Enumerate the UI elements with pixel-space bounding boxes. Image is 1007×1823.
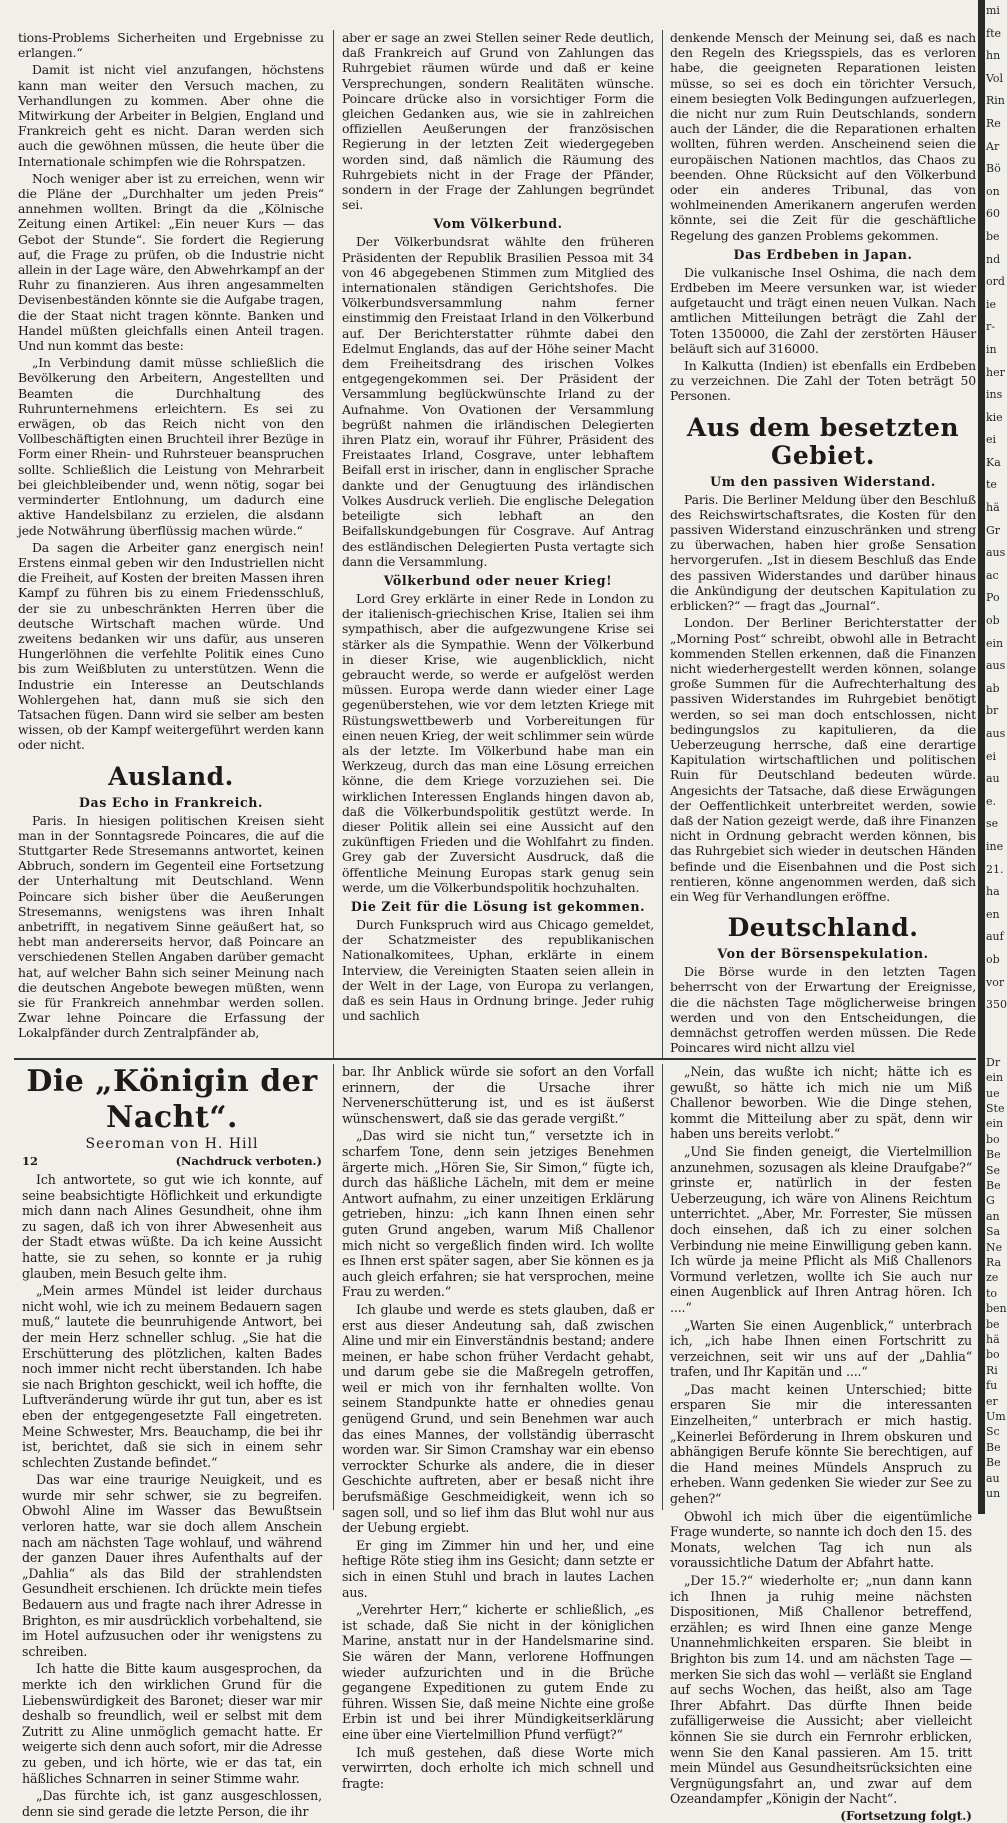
edge-fragment: ac [986, 568, 999, 582]
serial-column-2 [342, 1064, 654, 1791]
edge-fragment: Gr [986, 523, 1001, 537]
edge-fragment: Dr [986, 1055, 1001, 1069]
serial-title: Die „Königin der Nacht“. [26, 1064, 318, 1135]
edge-fragment: Ar [986, 139, 1000, 153]
paragraph: „Und Sie finden geneigt, die Viertelmillion anzunehmen, sozusagen als kleine Draufgabe?“ grinste er, natürlich in der festen Ueberzeugung, ich wäre von Alinens Reichtum unterrichtet. „Aber, Mr. Forrester, Sie müssen doch einsehen, daß ich zu einer solchen Verbindung nie meine Einwilligung geben kann. Ich würde ja meine Pflicht als Miß Challenors Vormund verletzen, wollte ich Sie auch nur einen Augenblick auf Ihren Antrag hören. Ich ....“ [670, 1143, 972, 1315]
edge-fragment: Ri [986, 1363, 998, 1377]
edge-fragment: ab [986, 681, 1000, 695]
column-3 [670, 30, 976, 1056]
edge-fragment: auf [986, 930, 1004, 944]
edge-fragment: bo [986, 1348, 1000, 1362]
edge-fragment: ue [986, 1086, 1000, 1100]
edge-fragment: ha [986, 885, 1000, 899]
article-heading: Vom Völkerbund. [433, 216, 563, 232]
edge-fragment: Re [986, 116, 1001, 130]
serial-column-3 [670, 1064, 972, 1823]
paragraph: „Der 15.?“ wiederholte er; „nun dann kann ich Ihnen ja ruhig meine nächsten Dispositionen, Miß Challenor betreffend, erzählen; es wird Ihnen eine ganze Menge Unannehmlichkeiten ersparen. Sie bleibt in Brighton bis zum 14. und am nächsten Tage — merken Sie sich das wohl — verläßt sie England auf sechs Wochen, das heißt, also am Tage Ihrer Abfahrt. Das dürfte Ihnen beide zufälligerweise die Aussicht; aber vielleicht können Sie sie durch ein Fernrohr erblicken, wenn Sie den Kanal passieren. Am 15. tritt mein Mündel aus Gesundheitsrücksichten eine Vergnügungsfahrt an, und zwar auf dem Ozeandampfer „Königin der Nacht“. [670, 1573, 972, 1807]
edge-fragment: ie [986, 297, 997, 311]
edge-fragment: be [986, 1317, 1000, 1331]
article-heading: Das Echo in Frankreich. [79, 794, 263, 810]
column-divider [333, 1064, 334, 1510]
edge-fragment: on [986, 184, 1000, 198]
paragraph: Ich hatte die Bitte kaum ausgesprochen, da merkte ich den wirklichen Grund für die Liebenswürdigkeit des Baronet; dieser war mir deshalb so freundlich, weil er selbst mit dem Zutritt zu Aline unmöglich gemacht hatte. Er weigerte sich denn auch sofort, mir die Adresse zu geben, und ich hörte, wie er das tat, ein häßliches Schnarren in seiner Stimme wahr. [22, 1661, 322, 1786]
paragraph: Ich muß gestehen, daß diese Worte mich verwirrten, doch erholte ich mich schnell und fragte: [342, 1744, 654, 1791]
edge-fragment: 350 [986, 998, 1007, 1012]
edge-fragment: ei [986, 749, 997, 763]
paragraph: Ich glaube und werde es stets glauben, daß er erst aus dieser Andeutung sah, daß zwischen Aline und mir ein Einverständnis bestand; andere meinen, er habe schon früher Verdacht gehabt, und darum gebe sie die Maßregeln getroffen, weil er mich von ihr fernhalten wollte. Von seinem Standpunkte hatte er ohnedies genau genügend Grund, und sein Benehmen war auch das eines Mannes, der vollständig überrascht worden war. Sir Simon Cramshay war ein ebenso verrockter Schurke als andere, die in dieser Geschichte auftreten, aber er besaß nicht ihre berufsmäßige Geschmeidigkeit, wenn ich so sagen soll, und so lief ihm das Blut wohl nur aus der Uebung ergiebt. [342, 1301, 654, 1536]
edge-fragment: Ra [986, 1256, 1002, 1269]
edge-fragment: Rin [986, 94, 1005, 108]
section-heading-besetzt: Aus dem besetzten Gebiet. [686, 412, 960, 470]
edge-fragment: G [986, 1194, 995, 1208]
paragraph: bar. Ihr Anblick würde sie sofort an den Vorfall erinnern, der die Ursache ihrer Nervenerschütterung ist, und es ist äußerst wünschenswert, daß sie das gerade vergißt.“ [342, 1064, 654, 1126]
serial-column-1 [22, 1064, 322, 1819]
column-divider [662, 30, 663, 1060]
edge-fragment: Se [986, 1163, 1001, 1177]
paragraph: Ich antwortete, so gut wie ich konnte, auf seine beabsichtigte Höflichkeit und erkundigte mich dann nach Alines Gesundheit, ohne ihm zu sagen, daß ich von ihrer Abwesenheit aus der Stadt etwas wüßte. Da ich keine Aussicht hatte, sie zu sehen, so konnte er ja ruhig glauben, mein Besuch gelte ihm. [22, 1172, 322, 1281]
section-heading-ausland: Ausland. [108, 761, 234, 791]
edge-fragment: un [986, 1487, 1001, 1501]
edge-fragment: se [986, 817, 999, 831]
paragraph: Paris. Die Berliner Meldung über den Beschluß des Reichswirtschaftsrates, die Kosten für den passiven Widerstand einzuschränken und streng zu überwachen, haben hier große Sensation hervorgerufen. „Ist in diesem Beschluß das Ende des passiven Widerstandes und darüber hinaus die Ankündigung der deutschen Kapitulation zu erblicken?“ — fragt das „Journal“. [670, 491, 976, 614]
paragraph: aber er sage an zwei Stellen seiner Rede deutlich, daß Frankreich auf Grund von Zahlungen das Ruhrgebiet räumen würde und daß er keine Versprechungen, sondern Realitäten wünsche. Poincare drücke also in vorsichtiger Form die gleichen Gedanken aus, wie sie in zahlreichen offiziellen Aeußerungen der französischen Regierung in der letzten Zeit wiedergegeben worden sind, daß nämlich die Räumung des Ruhrgebiets nicht in der Frage der Pfänder, sondern in der Frage der Zahlungen begründet sei. [342, 30, 654, 213]
edge-fragment: aus [986, 546, 1006, 560]
edge-fragment: er [986, 1394, 998, 1408]
edge-fragment: ein [986, 1071, 1004, 1085]
paragraph: London. Der Berliner Berichterstatter der „Morning Post“ schreibt, obwohl alle in Betracht kommenden Stellen erkennen, daß die Finanzen nicht wiederhergestellt werden können, solange große Summen für die Aufrechterhaltung des passiven Widerstandes im Ruhrgebiet benötigt werden, so sei man doch entschlossen, nicht bedingungslos zu kapitulieren, da die Ueberzeugung herrsche, daß eine derartige Kapitulation wirtschaftlichen und politischen Ruin für Deutschland bedeuten würde. Angesichts der Tatsache, daß diese Erwägungen der Oeffentlichkeit unterbreitet werden, sowie daß der Nation gezeigt werde, daß ihre Finanzen nicht in Ordnung gebracht werden können, bis das Ruhrgebiet sich wieder in deutschen Händen befinde und die Eisenbahnen und die Post sich rentieren, könne angenommen werden, daß sich ein Weg für Verhandlungen eröffne. [670, 615, 976, 904]
edge-fragment: e. [986, 794, 997, 808]
column-1 [18, 30, 324, 1050]
edge-fragment: ein [986, 1117, 1004, 1131]
paragraph: „Warten Sie einen Augenblick,“ unterbrach ich, „ich habe Ihnen einen Fortschritt zu verzeichnen, seit wir uns auf der „Dahlia“ trafen, und Ihr Kapitän und ....“ [670, 1317, 972, 1380]
paragraph: Damit ist nicht viel anzufangen, höchstens kann man weiter den Versuch machen, zu Verhandlungen zu kommen. Aber ohne die Mitwirkung der Arbeiter in Belgien, England und Frankreich geht es nicht. Daran werden sich auch die gewöhnen müssen, die heute über die Internationale schimpfen wie die Rohrspatzen. [18, 62, 324, 169]
paragraph: „Verehrter Herr,“ kicherte er schließlich, „es ist schade, daß Sie nicht in der königlichen Marine, anstatt nur in der Handelsmarine sind. Sie wären der Mann, verlorene Hoffnungen wieder aufzurichten und in die Brüche gegangene Expeditionen zu gutem Ende zu führen. Wissen Sie, daß meine Nichte eine große Erbin ist und bei ihrer Mündigkeitserklärung eine über eine Viertelmillion Pfund verfügt?“ [342, 1602, 654, 1742]
feuilleton-rule [14, 1058, 976, 1060]
paragraph: denkende Mensch der Meinung sei, daß es nach den Regeln des Kriegsspiels, das es verloren habe, die geeigneten Reparationen leisten müsse, so sei es doch ein törichter Versuch, einem besiegten Volk Bedingungen aufzuerlegen, die nicht nur zum Ruin Deutschlands, sondern auch der Länder, die die Reparationen erhalten wollten, führen werden. Anscheinend seien die europäischen Nationen machtlos, das Chaos zu beenden. Ohne Rücksicht auf den Völkerbund oder ein anderes Tribunal, das von wohlmeinenden Amerikanern angerufen werden könnte, sei die Zeit für die geschäftliche Regelung des ganzen Problems gekommen. [670, 30, 976, 243]
column-divider [333, 30, 334, 1060]
edge-fragment: fu [986, 1379, 998, 1393]
edge-fragment: aus [986, 659, 1006, 673]
edge-fragment: Be [986, 1148, 1001, 1162]
paragraph: „Nein, das wußte ich nicht; hätte ich es gewußt, so hätte ich mich nie um Miß Challenor beworben. Wie die Dinge stehen, kommt die Mitteilung aber zu spät, denn wir haben uns bereits verlobt.“ [670, 1064, 972, 1142]
article-heading: Völkerbund oder neuer Krieg! [383, 572, 613, 588]
section-heading-deutschland: Deutschland. [727, 913, 919, 943]
edge-fragment: Be [986, 1178, 1001, 1192]
edge-fragment: mi [986, 4, 1000, 17]
paragraph: Paris. In hiesigen politischen Kreisen sieht man in der Sonntagsrede Poincares, die auf die Stuttgarter Rede Stresemanns antwortet, keinen Abbruch, sondern im Gegenteil eine Fortsetzung der Unterhaltung mit Deutschland. Wenn Poincare sich bisher über die Aeußerungen Stresemanns, wenigstens was ihren Inhalt anbetrifft, in negativem Sinne geäußert hat, so hebt man andererseits hervor, daß Poincare an verschiedenen Stellen Angaben darüber gemacht hat, auf welcher Bahn sich seiner Meinung nach die deutschen Angebote bewegen müßten, wenn sie für Frankreich annehmbar werden sollen. Zwar lehne Poincare die Erfassung der Lokalpfänder durch Zentralpfänder ab, [18, 812, 324, 1041]
edge-fragment: hn [986, 49, 1001, 63]
edge-fragment: Ne [986, 1240, 1003, 1254]
paragraph: Der Völkerbundsrat wählte den früheren Präsidenten der Republik Brasilien Pessoa mit 34 von 46 abgegebenen Stimmen zum Mitglied des internationalen ständigen Gerichtshofes. Die Völkerbundsversammlung nahm ferner einstimmig den Freistaat Irland in den Völkerbund auf. Der Berichterstatter rühmte dabei den Edelmut Englands, das auf der Höhe seiner Macht dem Freiheitsdrang des irischen Volkes entgegengekommen sei. Der Präsident der Versammlung beglückwünschte Irland zu der Aufnahme. Von Ovationen der Versammlung begrüßt nahmen die irländischen Delegierten ihren Platz ein, worauf ihr Führer, Präsident des Freistaates Irland, Cosgrave, unter lebhaftem Beifall erst in irischer, dann in englischer Sprache dankte und der Genugtuung des irländischen Volkes Ausdruck verlieh. Die englische Delegation beteiligte sich lebhaft an den Beifallskundgebungen für Cosgrave. Auf Antrag des estländischen Delegierten Pusta vertagte sich dann die Versammlung. [342, 234, 654, 569]
edge-fragment: au [986, 1471, 1000, 1485]
edge-fragment: Po [986, 591, 1000, 605]
edge-fragment: to [986, 1286, 998, 1300]
edge-fragment: 60 [986, 207, 1000, 221]
edge-fragment: her [986, 365, 1005, 379]
paragraph: „Das wird sie nicht tun,“ versetzte ich in scharfem Tone, denn sein jetziges Benehmen ärgerte mich. „Hören Sie, Sir Simon,“ fügte ich, durch das häßliche Lächeln, mit dem er meine Antwort aufnahm, zu einer unzeitigen Erklärung getrieben, hinzu: „ich kann Ihnen einen sehr guten Grund angeben, warum Miß Challenor mich nicht so vergeßlich finden wird. Ich wollte es Ihnen erst später sagen, aber Sie können es ja auch gleich erfahren; sie hat versprochen, meine Frau zu werden.“ [342, 1128, 654, 1300]
serial-author: Seeroman von H. Hill [85, 1136, 259, 1152]
edge-fragment: ob [986, 614, 1000, 628]
edge-fragment: ine [986, 839, 1004, 853]
paragraph: „In Verbindung damit müsse schließlich die Bevölkerung den Arbeitern, Angestellten und Beamten die Durchhaltung des Ruhrunternehmens erleichtern. Es sei zu erwägen, ob das Reich nicht von den Vollbeschäftigten einen Bruchteil ihrer Bezüge in Form einer Rhein- und Ruhrsteuer beanspruchen sollte. Schließlich die Leistung von Mehrarbeit bei gleichbleibender und, wenn nötig, sogar bei verminderter Entlohnung, um dadurch eine aktive Handelsbilanz zu erzielen, die alsdann jede Notwährung überflüssig machen würde.“ [18, 355, 324, 538]
paragraph: Lord Grey erklärte in einer Rede in London zu der italienisch-griechischen Krise, Italien sei ihm sympathisch, aber die aufgezwungene Krise sei stärker als die Sympathie. Wenn der Völkerbund in dieser Krise, wie augenblicklich, nicht gebraucht werde, so werde er aufgelöst werden müssen. Europa werde dann wieder einer Lage gegenüberstehen, wie vor dem letzten Kriege mit Rüstungswettbewerb und Vorbereitungen für einen neuen Krieg, der weit schlimmer sein würde als der letzte. Im Völkerbund habe man ein Werkzeug, durch das man eine Lösung erreichen könne, die dem Kriege vorzuziehen sei. Die wirklichen Interessen Englands hingen davon ab, daß die Völkerbundspolitik gestützt werde. In dieser Politik allein sei eine Aussicht auf den zukünftigen Frieden und die Wohlfahrt zu finden. Grey gab der Zuversicht Ausdruck, daß die öffentliche Meinung Europas stark genug sein werde, um die Völkerbundspolitik hochzuhalten. [342, 590, 654, 895]
paragraph: Da sagen die Arbeiter ganz energisch nein! Erstens einmal geben wir den Industriellen nicht die Freiheit, auf Kosten der breiten Massen ihren Kampf zu führen bis zu einem Friedensschluß, der sie zu unbeschränkten Herren über die deutsche Wirtschaft machen würde. Und zweitens bedanken wir uns dafür, aus unseren Hungerlöhnen die verfehlte Politik eines Cuno bis zum Weißbluten zu unterstützen. Wenn die Industrie ein Interesse an Deutschlands Wohlergehen hat, dann muß sie sich den Tatsachen fügen. Dann wird sie selber am besten wissen, ob der Kampf weitergeführt werden kann oder nicht. [18, 539, 324, 753]
edge-fragment: Ka [986, 455, 1001, 469]
serial-number: 12 [22, 1154, 39, 1168]
edge-fragment: nd [986, 252, 1001, 266]
paragraph: „Das fürchte ich, ist ganz ausgeschlossen, denn sie sind gerade die letzte Person, die ihr [22, 1788, 322, 1819]
edge-fragment: Be [986, 1456, 1001, 1470]
edge-fragment: en [986, 907, 1000, 921]
edge-fragment: vor [986, 975, 1005, 989]
edge-fragment: an [986, 1209, 1000, 1223]
edge-fragment: hä [986, 1333, 1000, 1347]
article-heading: Das Erdbeben in Japan. [733, 246, 913, 262]
edge-fragment: Be [986, 1440, 1001, 1454]
paragraph: „Das macht keinen Unterschied; bitte ersparen Sie mir die interessanten Einzelheiten,“ unterbrach er mich hastig. „Keinerlei Beförderung in Ihrem obskuren und abhängigen Berufe könnte Sie berechtigen, auf die Hand meines Mündels Anspruch zu erheben. Wann gedenken Sie wieder zur See zu gehen?“ [670, 1381, 972, 1507]
edge-fragment: in [986, 342, 997, 356]
edge-fragment: Vol [986, 71, 1004, 85]
edge-fragment: 21. [986, 862, 1004, 876]
paragraph: Die vulkanische Insel Oshima, die nach dem Erdbeben im Meere versunken war, ist wieder aufgetaucht und trägt einen neuen Vulkan. Nach amtlichen Mitteilungen beträgt die Zahl der Toten 1350000, die Zahl der zerstörten Häuser beläuft sich auf 316000. [670, 264, 976, 356]
edge-fragment: r- [986, 320, 995, 334]
edge-fragment: Sa [986, 1225, 1001, 1239]
edge-fragment: fte [986, 26, 1002, 40]
paragraph: Durch Funkspruch wird aus Chicago gemeldet, der Schatzmeister des republikanischen Nationalkomitees, Uphan, erklärte in einem Interview, die Vereinigten Staaten seien allein in der Welt in der Lage, von Europa zu verlangen, daß es sein Haus in Ordnung bringe. Jeder ruhig und sachlich [342, 916, 654, 1024]
edge-fragment: ins [986, 388, 1003, 402]
reprint-notice: (Nachdruck verboten.) [175, 1154, 322, 1168]
paragraph: Die Börse wurde in den letzten Tagen beherrscht von der Erwartung der Ereignisse, die die nächsten Tage möglicherweise bringen werden und von den Entscheidungen, die demnächst getroffen werden müssen. Die Rede Poincares wird nicht allzu viel [670, 964, 976, 1056]
paragraph: Obwohl ich mich über die eigentümliche Frage wunderte, so nannte ich doch den 15. des Monats, welchen Tag ich nun als voraussichtliche Datum der Abfahrt hatte. [670, 1508, 972, 1571]
paragraph: In Kalkutta (Indien) ist ebenfalls ein Erdbeben zu verzeichnen. Die Zahl der Toten beträgt 50 Personen. [670, 358, 976, 404]
paragraph: „Mein armes Mündel ist leider durchaus nicht wohl, wie ich zu meinem Bedauern sagen muß,“ lautete die beunruhigende Antwort, bei der mein Herz schneller schlug. „Sie hat die Erschütterung des plötzlichen, kalten Bades noch immer nicht recht überstanden. Ich habe sie nach Brighton geschickt, weil ich hoffte, die Luftveränderung würde ihr gut tun, aber es ist eben der entgegengesetzte Fall eingetreten. Meine Schwester, Mrs. Beauchamp, die bei ihr ist, berichtet, daß sie sich in einem sehr schlechten Zustande befindet.“ [22, 1283, 322, 1470]
edge-fragment: hä [986, 501, 1000, 515]
edge-fragment: kie [986, 410, 1003, 424]
edge-fragment: Bö [986, 162, 1001, 176]
edge-fragment: ord [986, 275, 1005, 289]
edge-fragment: Ste [986, 1101, 1005, 1115]
paragraph: Er ging im Zimmer hin und her, und eine heftige Röte stieg ihm ins Gesicht; dann setzte er sich in einen Stuhl und brach in lautes Lachen aus. [342, 1537, 654, 1600]
column-divider [662, 1064, 663, 1510]
paragraph: Noch weniger aber ist zu erreichen, wenn wir die Pläne der „Durchhalter um jeden Preis“ annehmen wollten. Bringt da die „Kölnische Zeitung einen Artikel: „Ein neuer Kurs — das Gebot der Stunde“. Sie fordert die Regierung auf, die Frage zu prüfen, ob die Industrie nicht allein in der Lage wäre, den Abwehrkampf an der Ruhr zu finanzieren. Aus ihren angesammelten Devisenbeständen könnte sie die Aufgabe tragen, die der Staat nicht tragen könnte. Banken und Handel müßten gleichfalls einen Anteil tragen. Und nun kommt das beste: [18, 170, 324, 354]
edge-fragment: ein [986, 636, 1004, 650]
edge-fragment: ben [986, 1302, 1007, 1316]
paragraph: tions-Problems Sicherheiten und Ergebnisse zu erlangen.“ [18, 30, 324, 61]
edge-fragment: bo [986, 1132, 1000, 1146]
edge-fragment: ei [986, 433, 997, 447]
adjacent-page-fragments [985, 0, 1007, 1502]
column-2 [342, 30, 654, 1050]
edge-fragment: Um [986, 1410, 1006, 1424]
edge-fragment: ze [986, 1271, 999, 1285]
edge-fragment: br [986, 704, 999, 718]
edge-fragment: au [986, 772, 1000, 786]
edge-fragment: te [986, 478, 997, 492]
article-heading: Die Zeit für die Lösung ist gekommen. [350, 898, 646, 914]
adjacent-page-sliver [985, 0, 1007, 1514]
edge-fragment: ob [986, 952, 1000, 966]
continuation-note: (Fortsetzung folgt.) [840, 1808, 972, 1823]
article-heading: Von der Börsenspekulation. [717, 946, 929, 962]
article-heading: Um den passiven Widerstand. [710, 473, 936, 489]
serial-meta [22, 1154, 322, 1168]
edge-fragment: be [986, 229, 1000, 243]
paragraph: Das war eine traurige Neuigkeit, und es wurde mir sehr schwer, sie zu begreifen. Obwohl Aline im Wasser das Bewußtsein verloren hatte, war sie doch allem Anschein nach am nächsten Tage wohlauf, und während der ganzen Dauer ihres Aufenthalts auf der „Dahlia“ als das Bild der strahlendsten Gesundheit erschienen. Ich drückte mein tiefes Bedauern aus und fragte nach ihrer Adresse in Brighton, es mir ausdrücklich vorbehaltend, sie im Hotel aufzusuchen oder ihr wenigstens zu schreiben. [22, 1472, 322, 1659]
edge-fragment: aus [986, 727, 1006, 740]
edge-fragment: Sc [986, 1425, 1000, 1439]
